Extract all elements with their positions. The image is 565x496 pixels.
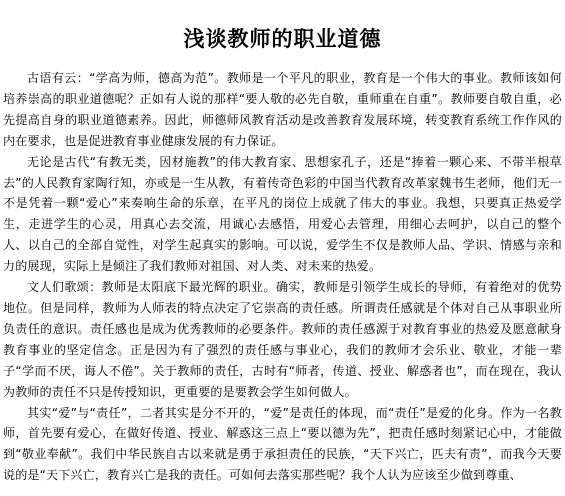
paragraph-3: 文人们歌颂：教师是太阳底下最光辉的职业。确实，教师是引领学生成长的导师，有着绝对的优势地位。但是同样，教师为人师表的特点决定了它崇高的责任感。所谓责任感就是个体对自己从事职业所负责任的意识。责任感也是成为优秀教师的必要条件。教师的责任感源于对教育事业的热爱及愿意献身教育事业的坚定信念。正是因为有了强烈的责任感与事业心，我们的教师才会乐业、敬业，才能一辈子“学而不厌，诲人不倦”。关于教师的责任，古时有“师者，传道、授业、解惑者也”，而在现在，我认为教师的责任不只是传授知识，更重要的是要教会学生如何做人。 bbox=[3, 280, 562, 399]
document-title: 浅谈教师的职业道德 bbox=[183, 26, 382, 51]
paragraph-2: 无论是古代“有教无类，因材施教”的伟大教育家、思想家孔子，还是“捧着一颗心来、不带半根草去”的人民教育家陶行知，亦或是一生从教，有着传奇色彩的中国当代教育改革家魏书生老师，他们无一不是凭着一颗“爱心”来奏响生命的乐章，在平凡的岗位上成就了伟大的事业。我想，只要真正热爱学生，走进学生的心灵，用真心去交流，用诚心去感悟，用爱心去管理，用细心去呵护，以自己的整个人、以自己的全部自觉性，对学生起真实的影响。可以说，爱学生不仅是教师人品、学识、情感与亲和力的展现，实际上是倾注了我们教师对祖国、对人类、对未来的热爱。 bbox=[3, 154, 562, 274]
paragraph-1: 古语有云：“学高为师，德高为范”。教师是一个平凡的职业，教育是一个伟大的事业。教师该如何培养崇高的职业道德呢？正如有人说的那样“要人敬的必先自敬，重师重在自重”。教师要自敬自重，必先提高自身的职业道德素养。因此，师德师风教育活动是改善教育发展环境，转变教育系统工作作风的内在要求，也是促进教育事业健康发展的有力保证。 bbox=[3, 71, 562, 148]
paragraph-4: 其实“爱”与“责任”，二者其实是分不开的，“爱”是责任的体现，而“责任”是爱的化身。作为一名教师，首先要有爱心，在做好传道、授业、解惑这三点上“要以德为先”，把责任感时刻紧记心中，才能做到“敬业奉献”。我们中华民族自古以来就是勇于承担责任的民族，“天下兴亡，匹夫有责”，而我今天要说的是“天下兴亡，教育兴亡是我的责任。可如何去落实那些呢？我个人认为应该至少做到尊重、 bbox=[3, 405, 562, 483]
document-body bbox=[3, 68, 562, 486]
